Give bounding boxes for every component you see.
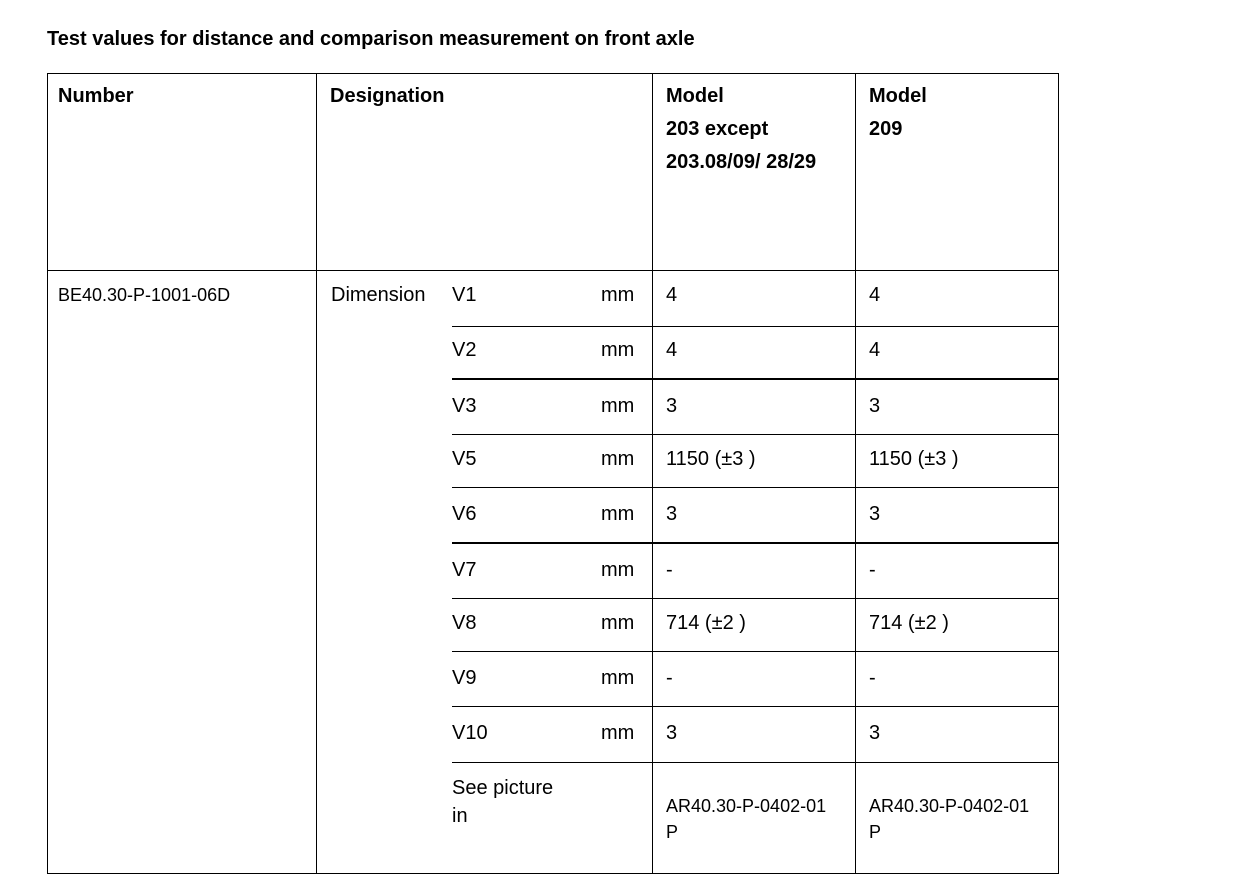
column-divider-model xyxy=(855,73,856,874)
table-border-top xyxy=(47,73,1059,74)
value-model-209: 3 xyxy=(869,503,881,525)
dimension-code: V5 xyxy=(452,448,477,470)
header-model-203-line: 203.08/09/ 28/29 xyxy=(666,151,817,173)
dimension-unit: mm xyxy=(601,284,635,306)
dimension-unit: mm xyxy=(601,448,635,470)
dimension-unit: mm xyxy=(601,722,635,744)
picture-label-line: in xyxy=(452,805,468,827)
column-divider-designation xyxy=(652,73,653,874)
row-divider xyxy=(452,378,1059,380)
header-model-209-line: Model xyxy=(869,85,927,107)
row-divider xyxy=(452,598,1059,599)
dimension-code: V2 xyxy=(452,339,477,361)
row-divider xyxy=(452,434,1059,435)
value-model-203: - xyxy=(666,667,673,689)
dimension-code: V10 xyxy=(452,722,488,744)
value-model-203: - xyxy=(666,559,673,581)
value-model-203: 3 xyxy=(666,722,678,744)
dimension-code: V8 xyxy=(452,612,477,634)
picture-ref-model-209 xyxy=(869,793,1029,845)
row-divider xyxy=(452,706,1059,707)
dimension-unit: mm xyxy=(601,339,635,361)
value-model-203: 4 xyxy=(666,339,678,361)
value-model-209: 4 xyxy=(869,284,881,306)
value-model-209: - xyxy=(869,559,876,581)
header-model-209-line: 209 xyxy=(869,118,903,140)
dimension-code: V1 xyxy=(452,284,477,306)
dimension-code: V7 xyxy=(452,559,477,581)
dimension-unit: mm xyxy=(601,559,635,581)
picture-label xyxy=(452,774,553,830)
value-model-203: 3 xyxy=(666,395,678,417)
dimension-code: V6 xyxy=(452,503,477,525)
header-divider xyxy=(47,270,1059,271)
header-number: Number xyxy=(58,85,134,107)
value-model-209: 3 xyxy=(869,722,881,744)
value-model-209: - xyxy=(869,667,876,689)
value-model-203: 1150 (±3 ) xyxy=(666,448,756,470)
picture-ref-model-203 xyxy=(666,793,826,845)
value-model-209: 714 (±2 ) xyxy=(869,612,949,634)
document-title: Test values for distance and comparison measurement on front axle xyxy=(47,28,695,50)
value-model-209: 1150 (±3 ) xyxy=(869,448,959,470)
row-divider xyxy=(452,762,1059,763)
dimension-unit: mm xyxy=(601,395,635,417)
row-divider xyxy=(452,326,1059,327)
number-value: BE40.30-P-1001-06D xyxy=(58,285,231,305)
table-border-bottom xyxy=(47,873,1059,874)
header-designation: Designation xyxy=(330,85,445,107)
value-model-203: 714 (±2 ) xyxy=(666,612,746,634)
dimension-code: V9 xyxy=(452,667,477,689)
header-model-203-line: Model xyxy=(666,85,724,107)
header-model-203-line: 203 except xyxy=(666,118,769,140)
value-model-203: 3 xyxy=(666,503,678,525)
header-model-209 xyxy=(869,80,927,146)
picture-label-line: See picture xyxy=(452,777,554,799)
row-divider xyxy=(452,651,1059,652)
value-model-209: 4 xyxy=(869,339,881,361)
picture-ref-line: P xyxy=(869,822,882,842)
picture-ref-line: AR40.30-P-0402-01 xyxy=(666,796,827,816)
dimension-unit: mm xyxy=(601,503,635,525)
dimension-unit: mm xyxy=(601,667,635,689)
table-border-left xyxy=(47,73,48,874)
value-model-209: 3 xyxy=(869,395,881,417)
value-model-203: 4 xyxy=(666,284,678,306)
table-border-right xyxy=(1058,73,1059,874)
header-model-203 xyxy=(666,80,816,179)
row-divider xyxy=(452,542,1059,544)
column-divider-number xyxy=(316,73,317,874)
dimension-unit: mm xyxy=(601,612,635,634)
dimension-code: V3 xyxy=(452,395,477,417)
picture-ref-line: P xyxy=(666,822,679,842)
picture-ref-line: AR40.30-P-0402-01 xyxy=(869,796,1030,816)
row-divider xyxy=(452,487,1059,488)
designation-label: Dimension xyxy=(331,284,426,306)
